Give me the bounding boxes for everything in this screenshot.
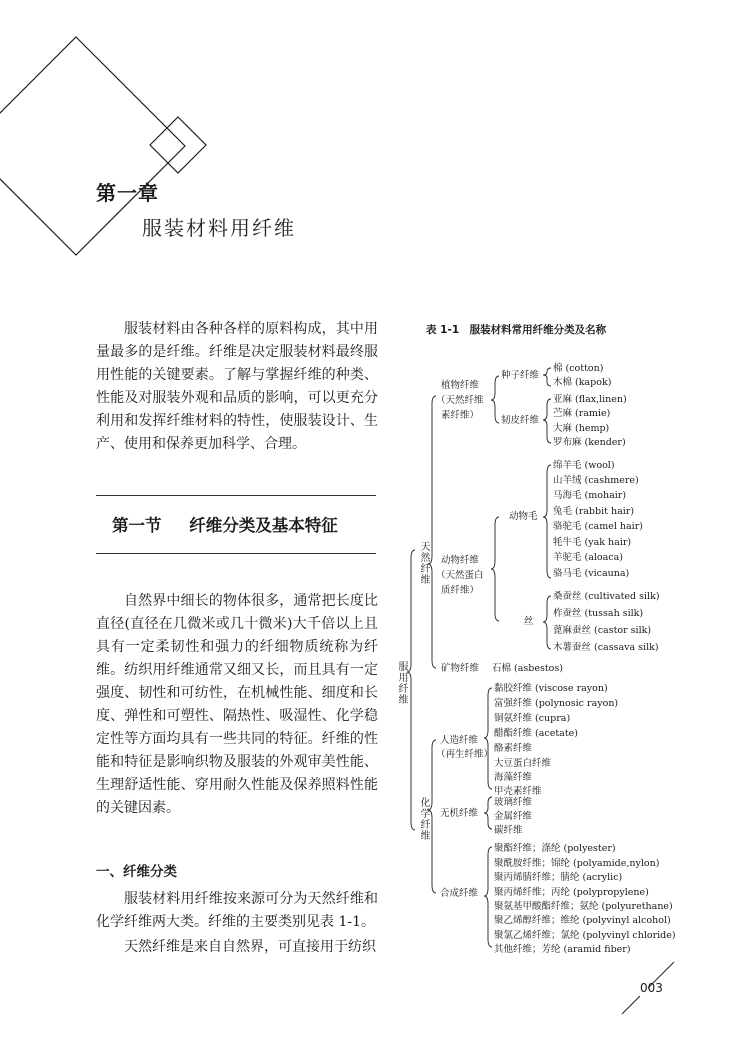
list-item: 海藻纤维 [494, 772, 533, 783]
section-title: 纤维分类及基本特征 [189, 516, 338, 535]
list-item: 骆驼毛 (camel hair) [553, 521, 643, 532]
bracket-bast [543, 399, 551, 443]
seed-label: 种子纤维 [501, 370, 540, 381]
list-item: 聚乙烯醇纤维；维纶 (polyvinyl alcohol) [494, 915, 671, 926]
bracket-synthetic [484, 847, 492, 947]
list-item: 甲壳素纤维 [494, 786, 542, 797]
bracket-animal [491, 517, 499, 621]
natural-label: 天然纤维 [420, 542, 431, 586]
bracket-hair [543, 465, 551, 578]
list-item: 罗布麻 (kender) [553, 437, 626, 448]
list-item: 柞蚕丝 (tussah silk) [553, 608, 644, 619]
list-item: 玻璃纤维 [494, 797, 533, 808]
bracket-natural [428, 396, 436, 668]
list-item: 聚酰胺纤维；锦纶 (polyamide,nylon) [494, 858, 660, 869]
subsection-paragraph-2: 天然纤维是来自自然界，可直接用于纺织 [124, 939, 376, 955]
list-item: 大麻 (hemp) [553, 423, 610, 434]
list-item: 其他纤维；芳纶 (aramid fiber) [494, 944, 631, 955]
silk-label: 丝 [524, 616, 534, 627]
list-item: 木棉 (kapok) [553, 377, 612, 388]
section-paragraph: 自然界中细长的物体很多，通常把长度比直径(直径在几微米或几十微米)大千倍以上且具有一定柔韧性和强力的纤细物质统称为纤维。纺织用纤维通常又细又长，而且具有一定强度、韧性和可纺性，在机械性能、细度和长度、弹性和可塑性、隔热性、吸湿性、化学稳定性等方面均具有一些共同的特征。纤维的性能和特征是影响织物及服装的外观审美性能、生理舒适性能、穿用耐久性能及保养照料性能的关键因素。 [96, 593, 378, 816]
list-item: 绵羊毛 (wool) [553, 460, 615, 471]
section-number: 第一节 [112, 516, 162, 535]
hair-label: 动物毛 [509, 511, 538, 522]
list-item: 兔毛 (rabbit hair) [553, 506, 635, 517]
inorganic-label: 无机纤维 [440, 808, 479, 819]
table-title: 表 1-1 服装材料常用纤维分类及名称 [426, 324, 607, 336]
list-item: 山羊绒 (cashmere) [553, 475, 639, 486]
list-item: 醋酯纤维 (acetate) [494, 728, 578, 739]
bracket-inorganic [484, 797, 492, 829]
chapter-title: 服装材料用纤维 [142, 216, 296, 240]
list-item: 酪素纤维 [494, 743, 533, 754]
mineral-item: 石棉 (asbestos) [492, 663, 563, 674]
intro-paragraph: 服装材料由各种各样的原料构成，其中用量最多的是纤维。纤维是决定服装材料最终服用性能的关键要素。了解与掌握纤维的种类、性能及对服装外观和品质的影响，可以更充分利用和发挥纤维材料的特性，使服装设计、生产、使用和保养更加科学、合理。 [96, 321, 378, 452]
page-number: 003 [640, 981, 663, 995]
list-item: 牦牛毛 (yak hair) [553, 537, 632, 548]
list-item: 富强纤维 (polynosic rayon) [494, 698, 619, 709]
animal-label-2: （天然蛋白 [436, 570, 484, 581]
synthetic-label: 合成纤维 [440, 888, 479, 899]
list-item: 木薯蚕丝 (cassava silk) [553, 642, 659, 653]
list-item: 棉 (cotton) [553, 363, 604, 374]
list-item: 碳纤维 [494, 825, 523, 836]
list-item: 苎麻 (ramie) [553, 408, 611, 419]
list-item: 聚丙烯纤维；丙纶 (polypropylene) [494, 887, 649, 898]
list-item: 亚麻 (flax,linen) [553, 394, 627, 405]
list-item: 桑蚕丝 (cultivated silk) [553, 591, 660, 602]
bast-label: 韧皮纤维 [501, 415, 540, 426]
list-item: 金属纤维 [494, 811, 533, 822]
list-item: 聚酯纤维；涤纶 (polyester) [494, 843, 616, 854]
subsection-title: 一、纤维分类 [96, 864, 177, 880]
bracket-plant [491, 376, 499, 423]
mineral-label: 矿物纤维 [441, 663, 480, 674]
bracket-seed [543, 368, 551, 386]
regen-label-2: （再生纤维） [436, 749, 494, 760]
bracket-regen [484, 688, 492, 789]
plant-label-3: 素纤维） [441, 410, 480, 421]
list-item: 大豆蛋白纤维 [494, 758, 552, 769]
list-item: 铜氨纤维 (cupra) [494, 713, 571, 724]
list-item: 黏胶纤维 (viscose rayon) [494, 683, 608, 694]
plant-label-2: （天然纤维 [436, 395, 484, 406]
animal-label-1: 动物纤维 [441, 555, 480, 566]
list-item: 聚氨基甲酸酯纤维；氨纶 (polyurethane) [494, 901, 673, 912]
root-label: 服用纤维 [398, 662, 409, 706]
list-item: 羊驼毛 (aloaca) [553, 552, 624, 563]
list-item: 蓖麻蚕丝 (castor silk) [553, 625, 652, 636]
bracket-silk [543, 596, 551, 649]
animal-label-3: 质纤维） [441, 585, 480, 596]
list-item: 聚丙烯腈纤维；腈纶 (acrylic) [494, 872, 623, 883]
chapter-number: 第一章 [96, 181, 159, 205]
list-item: 马海毛 (mohair) [553, 490, 627, 501]
regen-label-1: 人造纤维 [440, 735, 479, 746]
list-item: 骆马毛 (vicauna) [553, 568, 630, 579]
plant-label-1: 植物纤维 [441, 380, 480, 391]
chemical-label: 化学纤维 [420, 798, 431, 842]
subsection-paragraph-1: 服装材料用纤维按来源可分为天然纤维和化学纤维两大类。纤维的主要类别见表 1-1。 [96, 891, 378, 930]
list-item: 聚氯乙烯纤维；氯纶 (polyvinyl chloride) [494, 930, 676, 941]
